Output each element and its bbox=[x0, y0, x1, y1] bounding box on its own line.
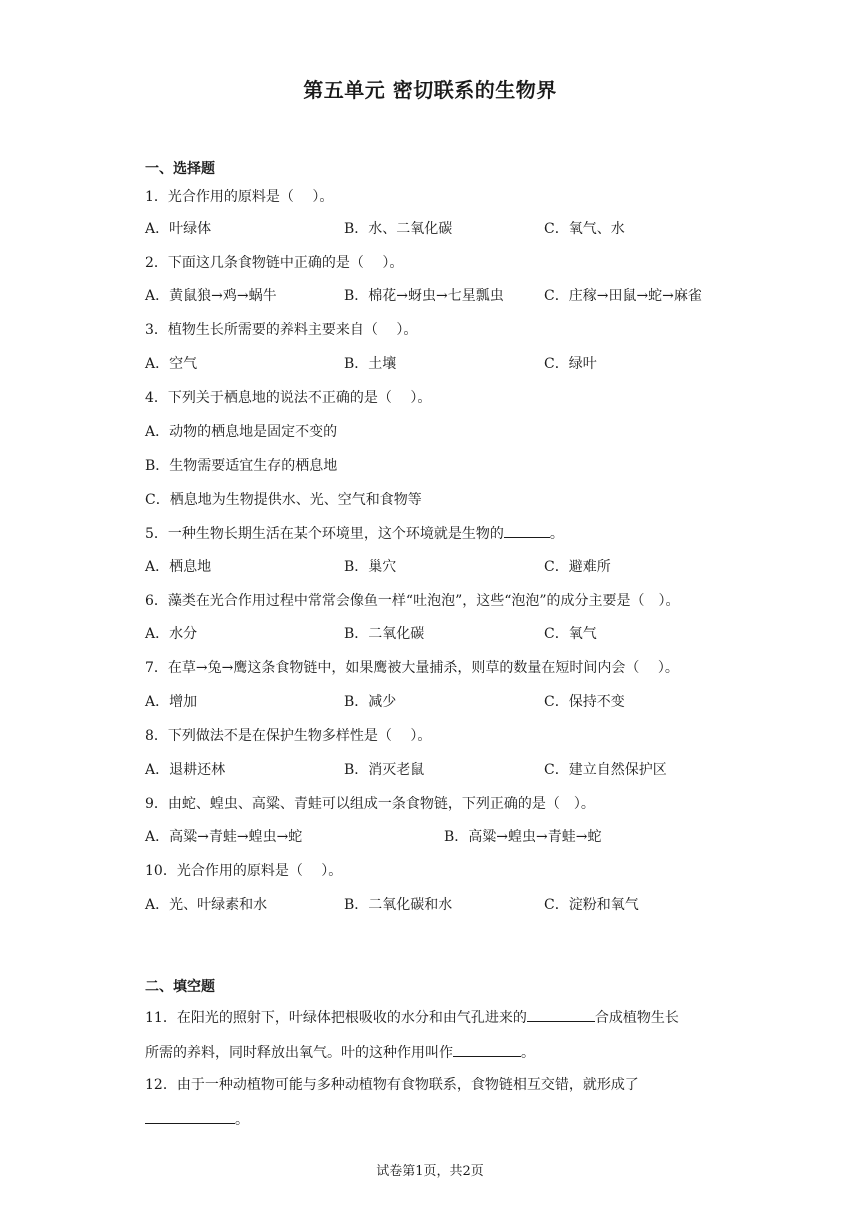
option-c: C．淀粉和氧气 bbox=[544, 897, 639, 913]
question-stem-continued: 所需的养料，同时释放出氧气。叶的这种作用叫作 。 bbox=[145, 1042, 535, 1063]
option-b: B．水、二氧化碳 bbox=[344, 221, 453, 237]
option-a: A．黄鼠狼→鸡→蜗牛 bbox=[145, 288, 277, 304]
option-a: A．退耕还林 bbox=[145, 762, 226, 778]
option-c: C．栖息地为生物提供水、光、空气和食物等 bbox=[145, 492, 422, 508]
question-stem: 6．藻类在光合作用过程中常常会像鱼一样“吐泡泡”，这些“泡泡”的成分主要是（ ）。 bbox=[145, 593, 680, 609]
question-stem: 10．光合作用的原料是（ ）。 bbox=[145, 863, 343, 879]
option-a: A．高粱→青蛙→蝗虫→蛇 bbox=[145, 829, 303, 845]
question-stem: 8．下列做法不是在保护生物多样性是（ ）。 bbox=[145, 728, 432, 744]
page-title: 第五单元 密切联系的生物界 bbox=[303, 78, 557, 102]
option-b: B．消灭老鼠 bbox=[344, 762, 425, 778]
option-b: B．二氧化碳 bbox=[344, 626, 425, 642]
option-b: B．土壤 bbox=[344, 356, 397, 372]
answer-blank[interactable] bbox=[453, 1042, 521, 1057]
option-a: A．叶绿体 bbox=[145, 221, 212, 237]
option-b: B．巢穴 bbox=[344, 559, 397, 575]
question-stem: 11．在阳光的照射下，叶绿体把根吸收的水分和由气孔进来的 合成植物生长 bbox=[145, 1007, 679, 1028]
option-b: B．二氧化碳和水 bbox=[344, 897, 453, 913]
question-stem: 9．由蛇、蝗虫、高粱、青蛙可以组成一条食物链，下列正确的是（ ）。 bbox=[145, 796, 595, 812]
page-footer: 试卷第1页，共2页 bbox=[376, 1164, 484, 1179]
question-stem: 5．一种生物长期生活在某个环境里，这个环境就是生物的 。 bbox=[145, 523, 564, 544]
option-b: B．减少 bbox=[344, 694, 397, 710]
option-c: C．庄稼→田鼠→蛇→麻雀 bbox=[544, 288, 702, 304]
option-c: C．绿叶 bbox=[544, 356, 597, 372]
option-b: B．棉花→蚜虫→七星瓢虫 bbox=[344, 288, 504, 304]
question-stem: 3．植物生长所需要的养料主要来自（ ）。 bbox=[145, 322, 418, 338]
option-a: A．增加 bbox=[145, 694, 198, 710]
section-heading-fill: 二、填空题 bbox=[145, 979, 215, 995]
question-stem-continued: 。 bbox=[145, 1109, 249, 1130]
option-a: A．光、叶绿素和水 bbox=[145, 897, 268, 913]
section-heading-choice: 一、选择题 bbox=[145, 161, 215, 177]
option-c: C．建立自然保护区 bbox=[544, 762, 667, 778]
answer-blank[interactable] bbox=[145, 1109, 235, 1124]
option-c: C．氧气 bbox=[544, 626, 597, 642]
question-stem: 12．由于一种动植物可能与多种动植物有食物联系，食物链相互交错，就形成了 bbox=[145, 1077, 639, 1093]
option-a: A．水分 bbox=[145, 626, 198, 642]
option-c: C．氧气、水 bbox=[544, 221, 625, 237]
option-c: C．保持不变 bbox=[544, 694, 625, 710]
question-stem: 2．下面这几条食物链中正确的是（ ）。 bbox=[145, 255, 404, 271]
answer-blank[interactable] bbox=[504, 523, 550, 538]
answer-blank[interactable] bbox=[527, 1007, 595, 1022]
question-stem: 1．光合作用的原料是（ ）。 bbox=[145, 189, 334, 205]
option-b: B．高粱→蝗虫→青蛙→蛇 bbox=[444, 829, 602, 845]
option-a: A．空气 bbox=[145, 356, 198, 372]
question-stem: 7．在草→兔→鹰这条食物链中，如果鹰被大量捕杀，则草的数量在短时间内会（ ）。 bbox=[145, 660, 679, 676]
option-b: B．生物需要适宜生存的栖息地 bbox=[145, 458, 338, 474]
question-stem: 4．下列关于栖息地的说法不正确的是（ ）。 bbox=[145, 390, 432, 406]
option-a: A．栖息地 bbox=[145, 559, 212, 575]
option-a: A．动物的栖息地是固定不变的 bbox=[145, 424, 338, 440]
option-c: C．避难所 bbox=[544, 559, 611, 575]
